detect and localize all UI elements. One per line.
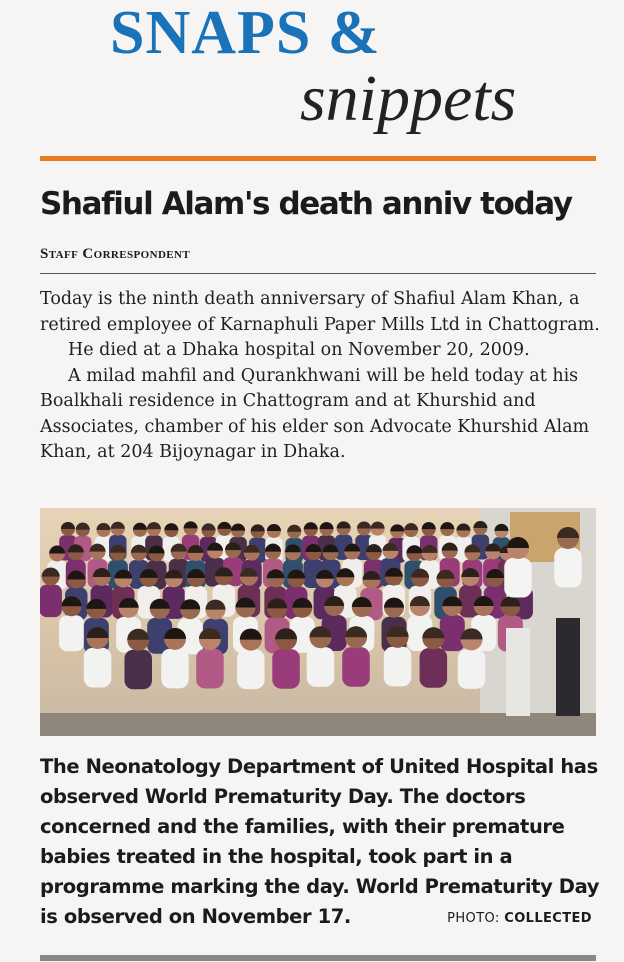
article-headline: Shafiul Alam's death anniv today — [40, 186, 572, 222]
section-divider — [40, 156, 596, 161]
photo-credit-value: COLLECTED — [504, 911, 592, 926]
article-body — [40, 287, 600, 466]
article-paragraph: He died at a Dhaka hospital on November 20, 2009. — [68, 340, 530, 360]
article-byline: Staff Correspondent — [40, 246, 191, 262]
photo-credit — [447, 911, 592, 926]
article-paragraph: A milad mahfil and Qurankhwani will be held today at his Boalkhali residence in Chattogram and at Khurshid and Associates, chamber of his elder son Advocate Khurshid Alam Khan, at 204 Bijoynagar in Dhaka. — [40, 365, 590, 462]
article-paragraph: Today is the ninth death anniversary of Shafiul Alam Khan, a retired employee of Karnaphuli Paper Mills Ltd in Chattogram. — [40, 289, 600, 335]
photo-credit-label: PHOTO: — [447, 911, 500, 926]
group-photo — [40, 508, 596, 736]
bottom-divider — [40, 955, 596, 961]
masthead-title: SNAPS & — [110, 0, 381, 67]
masthead-subtitle: snippets — [300, 62, 517, 135]
byline-divider — [40, 273, 596, 274]
photo-caption: The Neonatology Department of United Hospital has observed World Prematurity Day. The doctors concerned and the families, with their premature babies treated in the hospital, took part in a programme marking the day. World Prematurity Day is observed on November 17. — [40, 755, 600, 928]
